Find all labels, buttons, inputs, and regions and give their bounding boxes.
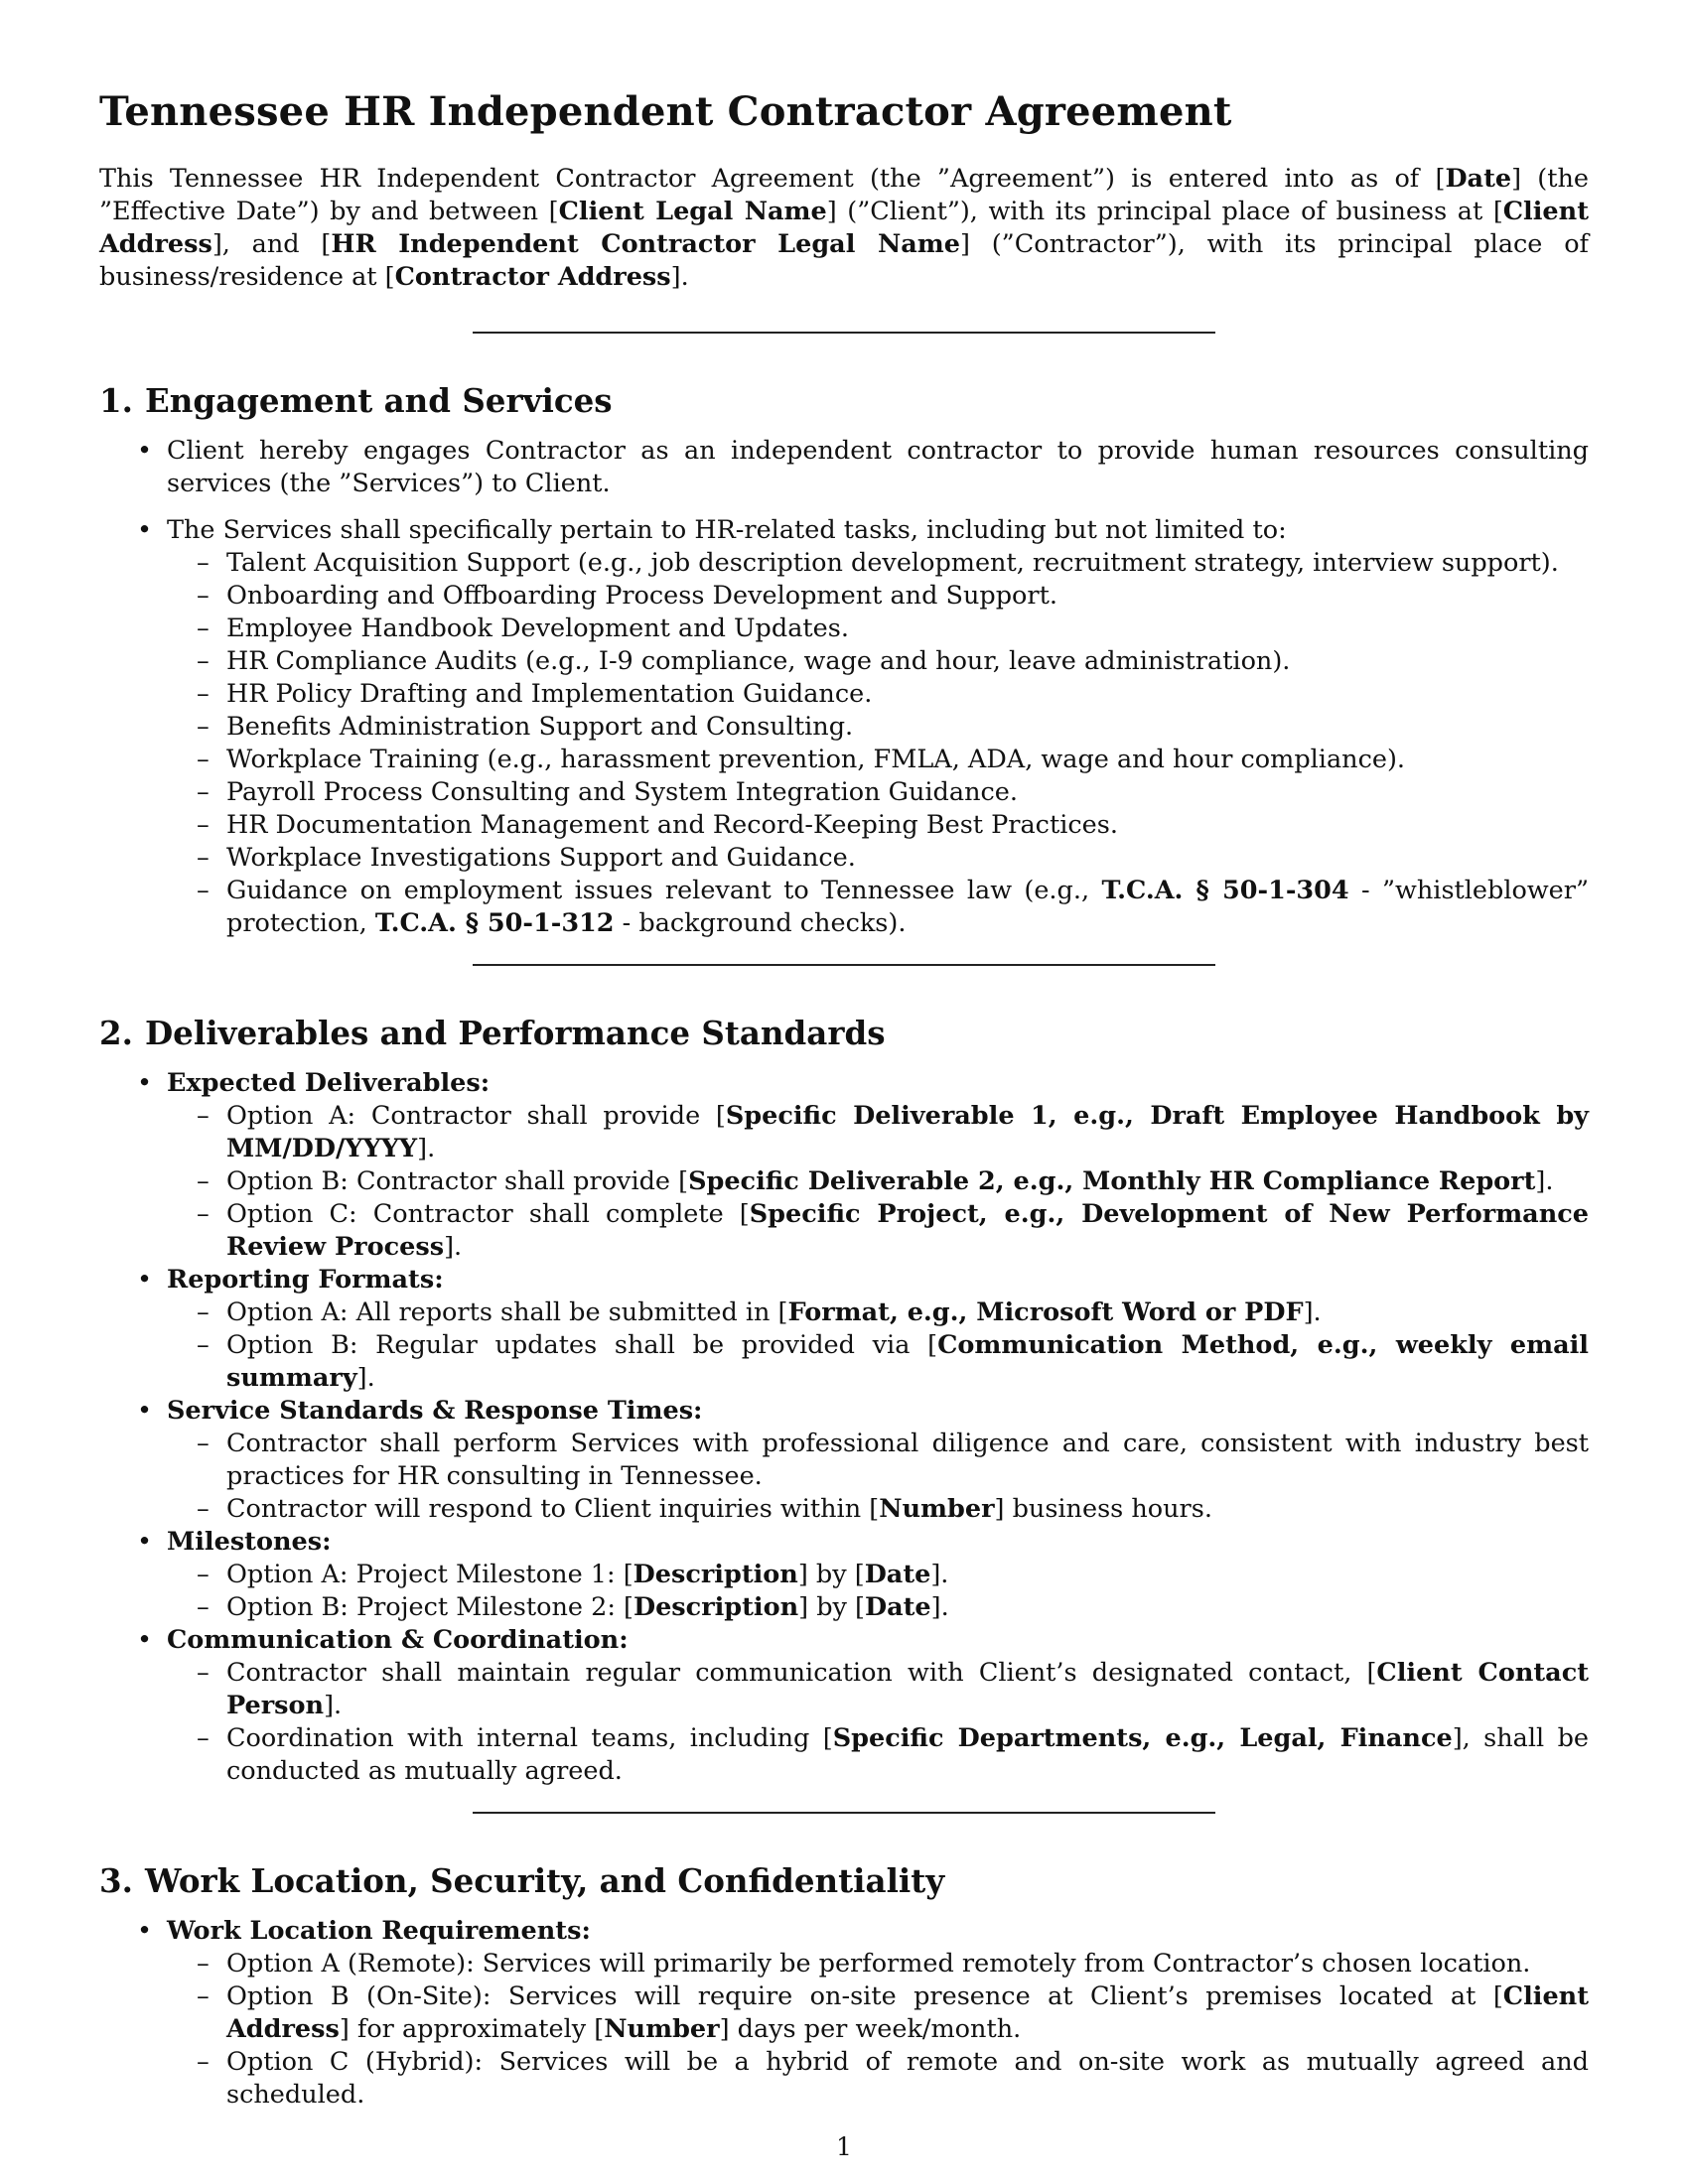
- sub-list-item: [167, 1657, 1589, 1722]
- sub-list-item: [167, 744, 1589, 776]
- bullet-icon: •: [137, 1396, 153, 1426]
- placeholder-format: Format, e.g., Microsoft Word or PDF: [787, 1297, 1304, 1327]
- placeholder-description: Description: [633, 1592, 799, 1622]
- deliverables-sublist: [167, 1100, 1589, 1264]
- sub-list-item-text: ].: [417, 1134, 436, 1163]
- sub-list-item-text: Option B: Contractor shall provide [: [226, 1166, 689, 1196]
- sub-list-item: [167, 678, 1589, 711]
- section-3-heading: [99, 1861, 1589, 1901]
- sub-list-item-text: ] by [: [798, 1592, 865, 1622]
- dash-icon: –: [197, 1429, 210, 1458]
- sub-list-item-text: HR Policy Drafting and Implementation Guidance.: [226, 679, 873, 709]
- dash-icon: –: [197, 646, 210, 676]
- sub-list-item-text: ], shall be conducted as mutually agreed.: [226, 1723, 1589, 1786]
- placeholder-contractor-legal-name: HR Independent Contractor Legal Name: [331, 229, 960, 259]
- sub-list-item-text: ].: [930, 1592, 949, 1622]
- section-2-heading: [99, 1014, 1589, 1053]
- list-item: [99, 1624, 1589, 1788]
- milestones-sublist: [167, 1559, 1589, 1624]
- dash-icon: –: [197, 1494, 210, 1524]
- list-item: [99, 1395, 1589, 1526]
- section-title: Work Location, Security, and Confidentiality: [145, 1861, 945, 1900]
- section-2-list: [99, 1067, 1589, 1788]
- sub-list-item-text: Contractor will respond to Client inquiries within [: [226, 1494, 880, 1524]
- list-item-heading: Work Location Requirements:: [167, 1916, 591, 1946]
- document-title: Tennessee HR Independent Contractor Agreement: [99, 88, 1232, 135]
- dash-icon: –: [197, 1592, 210, 1622]
- sub-list-item: [167, 1428, 1589, 1493]
- bullet-icon: •: [137, 1265, 153, 1295]
- page-number: 1: [836, 2132, 852, 2161]
- sub-list-item: [167, 776, 1589, 809]
- sub-list-item-text: Option C: Contractor shall complete [: [226, 1199, 750, 1229]
- sub-list-item: [167, 1329, 1589, 1395]
- sub-list-item-text: Option A: Project Milestone 1: [: [226, 1560, 633, 1589]
- sub-list-item: [167, 1722, 1589, 1788]
- dash-icon: –: [197, 1166, 210, 1196]
- bullet-icon: •: [137, 1068, 153, 1098]
- dash-icon: –: [197, 581, 210, 611]
- section-1-heading: [99, 381, 1589, 421]
- intro-text: ] (”Contractor”), with its principal place of business/residence at [: [99, 229, 1589, 292]
- sub-list-item: [167, 711, 1589, 744]
- sub-list-item: [167, 842, 1589, 875]
- sub-list-item-text: Contractor shall maintain regular communication with Client’s designated contact, [: [226, 1658, 1377, 1688]
- section-number: 2.: [99, 1014, 133, 1052]
- services-sublist: [167, 547, 1589, 940]
- sub-list-item-text: Employee Handbook Development and Updates.: [226, 614, 849, 643]
- list-item: [99, 514, 1589, 940]
- sub-list-item-text: Benefits Administration Support and Consulting.: [226, 712, 854, 742]
- sub-list-item: [167, 1948, 1589, 1980]
- sub-list-item: [167, 645, 1589, 678]
- sub-list-item-text: Option C (Hybrid): Services will be a hybrid of remote and on-site work as mutually agreed and scheduled.: [226, 2047, 1589, 2110]
- list-item: [99, 1915, 1589, 2112]
- dash-icon: –: [197, 1981, 210, 2011]
- sub-list-item-text: ] business hours.: [994, 1494, 1212, 1524]
- sub-list-item-text: Option A: Contractor shall provide [: [226, 1101, 726, 1131]
- sub-list-item: [167, 1198, 1589, 1264]
- communication-sublist: [167, 1657, 1589, 1788]
- sub-list-item-text: Coordination with internal teams, including [: [226, 1723, 833, 1753]
- dash-icon: –: [197, 1560, 210, 1589]
- reporting-sublist: [167, 1297, 1589, 1395]
- dash-icon: –: [197, 1297, 210, 1327]
- dash-icon: –: [197, 1330, 210, 1360]
- list-item-heading: Reporting Formats:: [167, 1265, 444, 1295]
- section-title: Engagement and Services: [145, 381, 613, 420]
- placeholder-description: Description: [633, 1560, 798, 1589]
- section-title: Deliverables and Performance Standards: [145, 1014, 886, 1052]
- sub-list-item-text: Contractor shall perform Services with professional diligence and care, consistent with industry best practices for HR consulting in Tennessee.: [226, 1429, 1589, 1491]
- intro-paragraph: [99, 163, 1589, 294]
- dash-icon: –: [197, 614, 210, 643]
- sub-list-item: [167, 1493, 1589, 1526]
- list-item: [99, 1526, 1589, 1624]
- sub-list-item-text: ] for approximately [: [339, 2014, 605, 2044]
- document-page: [99, 87, 1589, 2112]
- list-item-heading: Communication & Coordination:: [167, 1625, 629, 1655]
- placeholder-date: Date: [864, 1560, 931, 1589]
- dash-icon: –: [197, 1658, 210, 1688]
- dash-icon: –: [197, 1949, 210, 1979]
- list-item-text: Client hereby engages Contractor as an independent contractor to provide human resources consulting services (the ”Services”) to Client.: [167, 436, 1589, 498]
- sub-list-item: [167, 1591, 1589, 1624]
- sub-list-item-text: HR Compliance Audits (e.g., I-9 compliance, wage and hour, leave administration).: [226, 646, 1291, 676]
- sub-list-item: [167, 613, 1589, 645]
- list-item-heading: Expected Deliverables:: [167, 1068, 491, 1098]
- statute-reference: T.C.A. § 50-1-312: [374, 908, 615, 938]
- list-item-heading: Milestones:: [167, 1527, 332, 1557]
- dash-icon: –: [197, 712, 210, 742]
- sub-list-item: [167, 1165, 1589, 1198]
- placeholder-deliverable: Specific Deliverable 1, e.g., Draft Employee Handbook by MM/DD/YYYY: [226, 1101, 1589, 1163]
- list-item: [99, 1067, 1589, 1264]
- sub-list-item-text: ].: [1535, 1166, 1554, 1196]
- bullet-icon: •: [137, 1916, 153, 1946]
- sub-list-item: [167, 547, 1589, 580]
- placeholder-client-legal-name: Client Legal Name: [558, 197, 827, 226]
- sub-list-item-text: Onboarding and Offboarding Process Development and Support.: [226, 581, 1057, 611]
- dash-icon: –: [197, 810, 210, 840]
- placeholder-date: Date: [1445, 164, 1512, 194]
- sub-list-item-text: ].: [356, 1363, 375, 1393]
- sub-list-item-text: ] by [: [797, 1560, 865, 1589]
- sub-list-item: [167, 580, 1589, 613]
- sub-list-item-text: Option B: Project Milestone 2: [: [226, 1592, 633, 1622]
- dash-icon: –: [197, 777, 210, 807]
- sub-list-item-text: ] days per week/month.: [719, 2014, 1022, 2044]
- dash-icon: –: [197, 1101, 210, 1131]
- intro-text: ], and [: [211, 229, 332, 259]
- sub-list-item-text: HR Documentation Management and Record-Keeping Best Practices.: [226, 810, 1118, 840]
- bullet-icon: •: [137, 515, 153, 545]
- service-standards-sublist: [167, 1428, 1589, 1526]
- sub-list-item-text: ].: [1303, 1297, 1322, 1327]
- sub-list-item: [167, 1100, 1589, 1165]
- sub-list-item-text: Talent Acquisition Support (e.g., job description development, recruitment strategy, interview support).: [226, 548, 1559, 578]
- sub-list-item-text: Payroll Process Consulting and System Integration Guidance.: [226, 777, 1018, 807]
- dash-icon: –: [197, 876, 210, 905]
- dash-icon: –: [197, 1199, 210, 1229]
- sub-list-item-text: ].: [930, 1560, 949, 1589]
- work-location-sublist: [167, 1948, 1589, 2112]
- list-item-text: The Services shall specifically pertain to HR-related tasks, including but not limited to:: [167, 515, 1287, 545]
- sub-list-item-text: Workplace Investigations Support and Guidance.: [226, 843, 856, 873]
- sub-list-item: [167, 1980, 1589, 2046]
- bullet-icon: •: [137, 436, 153, 466]
- dash-icon: –: [197, 745, 210, 774]
- dash-icon: –: [197, 2047, 210, 2077]
- dash-icon: –: [197, 679, 210, 709]
- sub-list-item-text: Option B (On-Site): Services will require on-site presence at Client’s premises located at [: [226, 1981, 1503, 2011]
- section-number: 1.: [99, 381, 133, 420]
- sub-list-item-text: - background checks).: [614, 908, 907, 938]
- placeholder-number: Number: [879, 1494, 995, 1524]
- section-divider: [473, 1812, 1215, 1814]
- placeholder-departments: Specific Departments, e.g., Legal, Finance: [832, 1723, 1453, 1753]
- placeholder-client-address: Client Address: [99, 197, 1589, 259]
- placeholder-contractor-address: Contractor Address: [394, 262, 671, 292]
- dash-icon: –: [197, 548, 210, 578]
- sub-list-item: [167, 1559, 1589, 1591]
- placeholder-date: Date: [865, 1592, 931, 1622]
- section-1-list: [99, 435, 1589, 940]
- sub-list-item-text: Workplace Training (e.g., harassment prevention, FMLA, ADA, wage and hour compliance).: [226, 745, 1406, 774]
- sub-list-item-text: Guidance on employment issues relevant to Tennessee law (e.g.,: [226, 876, 1102, 905]
- bullet-icon: •: [137, 1527, 153, 1557]
- dash-icon: –: [197, 843, 210, 873]
- placeholder-deliverable: Specific Deliverable 2, e.g., Monthly HR Compliance Report: [688, 1166, 1536, 1196]
- placeholder-number: Number: [604, 2014, 720, 2044]
- list-item-heading: Service Standards & Response Times:: [167, 1396, 703, 1426]
- statute-reference: T.C.A. § 50-1-304: [1101, 876, 1349, 905]
- sub-list-item: [167, 1297, 1589, 1329]
- sub-list-item-text: Option A: All reports shall be submitted in [: [226, 1297, 788, 1327]
- list-item: [99, 435, 1589, 500]
- intro-text: ] (”Client”), with its principal place of business at [: [826, 197, 1503, 226]
- sub-list-item-text: ].: [444, 1232, 463, 1262]
- sub-list-item-text: - ”whistleblower” protection,: [226, 876, 1589, 938]
- sub-list-item: [167, 809, 1589, 842]
- section-divider: [473, 964, 1215, 966]
- placeholder-communication-method: Communication Method, e.g., weekly email summary: [226, 1330, 1589, 1393]
- placeholder-client-address: Client Address: [226, 1981, 1589, 2044]
- section-number: 3.: [99, 1861, 133, 1900]
- intro-text: ].: [670, 262, 689, 292]
- sub-list-item: [167, 2046, 1589, 2112]
- intro-text: ] (the ”Effective Date”) by and between [: [99, 164, 1589, 226]
- bullet-icon: •: [137, 1625, 153, 1655]
- intro-text: This Tennessee HR Independent Contractor Agreement (the ”Agreement”) is entered into as of [: [99, 164, 1446, 194]
- dash-icon: –: [197, 1723, 210, 1753]
- sub-list-item-text: Option B: Regular updates shall be provided via [: [226, 1330, 938, 1360]
- section-divider: [473, 332, 1215, 334]
- section-3-list: [99, 1915, 1589, 2112]
- list-item: [99, 1264, 1589, 1395]
- sub-list-item-text: Option A (Remote): Services will primarily be performed remotely from Contractor’s chosen location.: [226, 1949, 1531, 1979]
- placeholder-client-contact: Client Contact Person: [226, 1658, 1589, 1720]
- sub-list-item-text: ].: [324, 1691, 343, 1720]
- sub-list-item: [167, 875, 1589, 940]
- placeholder-project: Specific Project, e.g., Development of New Performance Review Process: [226, 1199, 1589, 1262]
